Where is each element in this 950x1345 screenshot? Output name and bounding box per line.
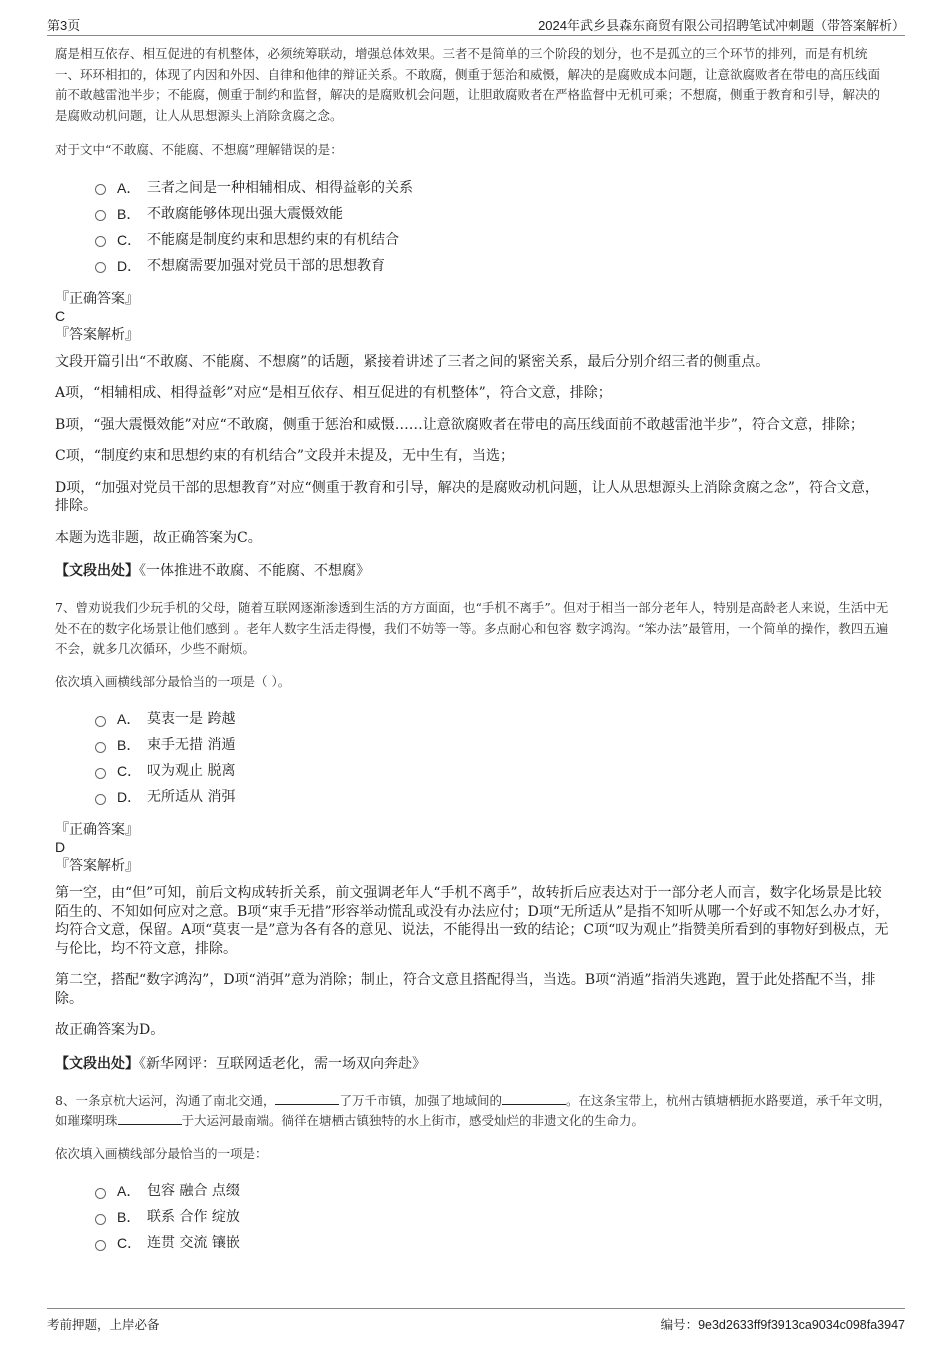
option-list xyxy=(95,175,892,279)
page-header xyxy=(47,13,905,36)
answer-label: 『正确答案』 xyxy=(55,289,139,306)
option-d[interactable]: D． 不想腐需要加强对党员干部的思想教育 xyxy=(95,253,892,279)
question-stem: 7、曾劝说我们少玩手机的父母，随着互联网逐渐渗透到生活的方方面面，也“手机不离手”。但对于相当一部分老年人，特别是高龄老人来说，生活中无处不在的数字化场景让他们感到 。老年人数字生活走得慢，我们不妨等一等。多点耐心和包容 数字鸿沟。“笨办法”最管用，一个简单的操作，教四五遍不会，就多几次循环，少些不耐烦。 xyxy=(55,600,889,656)
source-line xyxy=(55,562,892,580)
radio-icon[interactable] xyxy=(95,1240,106,1251)
page-number: 第3页 xyxy=(47,18,81,33)
question-prompt: 依次填入画横线部分最恰当的一项是： xyxy=(55,1145,268,1161)
footer-slogan: 考前押题，上岸必备 xyxy=(47,1317,160,1332)
question-prompt: 依次填入画横线部分最恰当的一项是（ ）。 xyxy=(55,673,291,689)
analysis-paragraph: D项，“加强对党员干部的思想教育”对应“侧重于教育和引导，解决的是腐败动机问题，让人从思想源头上消除贪腐之念”，符合文意，排除。 xyxy=(55,479,879,514)
option-b[interactable]: B． 联系 合作 绽放 xyxy=(95,1204,892,1230)
analysis-paragraph: C项，“制度约束和思想约束的有机结合”文段并未提及，无中生有，当选； xyxy=(55,448,515,464)
analysis-paragraph: 文段开篇引出“不敢腐、不能腐、不想腐”的话题，紧接着讲述了三者之间的紧密关系，最后分别介绍三者的侧重点。 xyxy=(55,353,770,370)
answer-block xyxy=(55,289,892,343)
question-stem: 8、一条京杭大运河，沟通了南北交通， 了万千市镇，加强了地域间的 。在这条宝带上，杭州古镇塘栖扼水路要道，承千年文明，如璀璨明珠 于大运河最南端。徜徉在塘栖古镇独特的水上街市，感受灿烂的非遗文化的生命力。 xyxy=(55,1092,891,1128)
radio-icon[interactable] xyxy=(95,210,106,221)
source-title: 《一体推进不敢腐、不能腐、不想腐》 xyxy=(139,563,370,579)
analysis-paragraph: 本题为选非题，故正确答案为C。 xyxy=(55,529,262,546)
answer-value: C xyxy=(55,307,66,324)
option-c[interactable]: C． 叹为观止 脱离 xyxy=(95,758,892,784)
answer-value: D xyxy=(55,839,66,855)
radio-icon[interactable] xyxy=(95,742,106,753)
source-label: 【文段出处】 xyxy=(55,563,139,579)
option-c[interactable]: C． 连贯 交流 镶嵌 xyxy=(95,1230,892,1256)
fill-blank xyxy=(275,1092,339,1105)
analysis-paragraph: 第一空，由“但”可知，前后文构成转折关系，前文强调老年人“手机不离手”，故转折后应表达对于一部分老人而言，数字化场景是比较陌生的、不知如何应对之意。B项“束手无措”形容举动慌乱或没有办法应付；D项“无所适从”是指不知听从哪一个好或不知怎么办才好，均符合文意，保留。A项“莫衷一是”意为各有各的意见、说法，不能得出一致的结论；C项“叹为观止”指赞美所看到的事物好到极点，无与伦比，均不符文意，排除。 xyxy=(55,885,890,957)
radio-icon[interactable] xyxy=(95,184,106,195)
option-b[interactable]: B． 束手无措 消遁 xyxy=(95,732,892,758)
option-list xyxy=(95,706,892,810)
analysis-paragraph: A项，“相辅相成、相得益彰”对应“是相互依存、相互促进的有机整体”，符合文意，排除； xyxy=(55,385,612,401)
question-6 xyxy=(55,44,892,580)
radio-icon[interactable] xyxy=(95,1188,106,1199)
option-a[interactable]: A． 莫衷一是 跨越 xyxy=(95,706,892,732)
radio-icon[interactable] xyxy=(95,768,106,779)
page-footer xyxy=(47,1308,905,1337)
option-list xyxy=(95,1178,892,1256)
document-body xyxy=(55,44,892,1256)
analysis-label: 『答案解析』 xyxy=(55,857,139,873)
radio-icon[interactable] xyxy=(95,716,106,727)
question-8 xyxy=(55,1091,892,1257)
source-line xyxy=(55,1055,892,1073)
question-7 xyxy=(55,598,892,1073)
radio-icon[interactable] xyxy=(95,794,106,805)
radio-icon[interactable] xyxy=(95,262,106,273)
analysis-paragraph: 故正确答案为D。 xyxy=(55,1022,165,1038)
option-c[interactable]: C． 不能腐是制度约束和思想约束的有机结合 xyxy=(95,227,892,253)
option-a[interactable]: A． 包容 融合 点缀 xyxy=(95,1178,892,1204)
source-label: 【文段出处】 xyxy=(55,1055,139,1072)
option-b[interactable]: B． 不敢腐能够体现出强大震慑效能 xyxy=(95,201,892,227)
fill-blank xyxy=(502,1092,566,1105)
document-code: 编号：9e3d2633ff9f3913ca9034c098fa3947 xyxy=(660,1318,905,1332)
analysis-paragraph: B项，“强大震慑效能”对应“不敢腐，侧重于惩治和威慑……让意欲腐败者在带电的高压线面前不敢越雷池半步”，符合文意，排除； xyxy=(55,416,864,433)
option-d[interactable]: D． 无所适从 消弭 xyxy=(95,784,892,810)
document-title: 2024年武乡县森东商贸有限公司招聘笔试冲刺题（带答案解析） xyxy=(538,18,905,33)
analysis-paragraph: 第二空，搭配“数字鸿沟”，D项“消弭”意为消除；制止，符合文意且搭配得当，当选。B项“消遁”指消失逃跑，置于此处搭配不当，排除。 xyxy=(55,972,876,1007)
fill-blank xyxy=(118,1112,182,1125)
answer-label: 『正确答案』 xyxy=(55,821,139,837)
analysis-label: 『答案解析』 xyxy=(55,325,139,342)
source-title: 《新华网评：互联网适老化，需一场双向奔赴》 xyxy=(139,1055,426,1072)
option-a[interactable]: A． 三者之间是一种相辅相成、相得益彰的关系 xyxy=(95,175,892,201)
question-stem: 腐是相互依存、相互促进的有机整体，必须统筹联动，增强总体效果。三者不是简单的三个阶段的划分，也不是孤立的三个环节的排列，而是有机统一、环环相扣的，体现了内因和外因、自律和他律的辩证关系。不敢腐，侧重于惩治和威慑，解决的是腐败成本问题，让意欲腐败者在带电的高压线面前不敢越雷池半步；不能腐，侧重于制约和监督，解决的是腐败机会问题，让胆敢腐败者在严格监督中无机可乘；不想腐，侧重于教育和引导，解决的是腐败动机问题，让人从思想源头上消除贪腐之念。 xyxy=(55,46,881,123)
radio-icon[interactable] xyxy=(95,1214,106,1225)
question-prompt: 对于文中“不敢腐、不能腐、不想腐”理解错误的是： xyxy=(55,142,343,157)
answer-block xyxy=(55,820,892,874)
radio-icon[interactable] xyxy=(95,236,106,247)
